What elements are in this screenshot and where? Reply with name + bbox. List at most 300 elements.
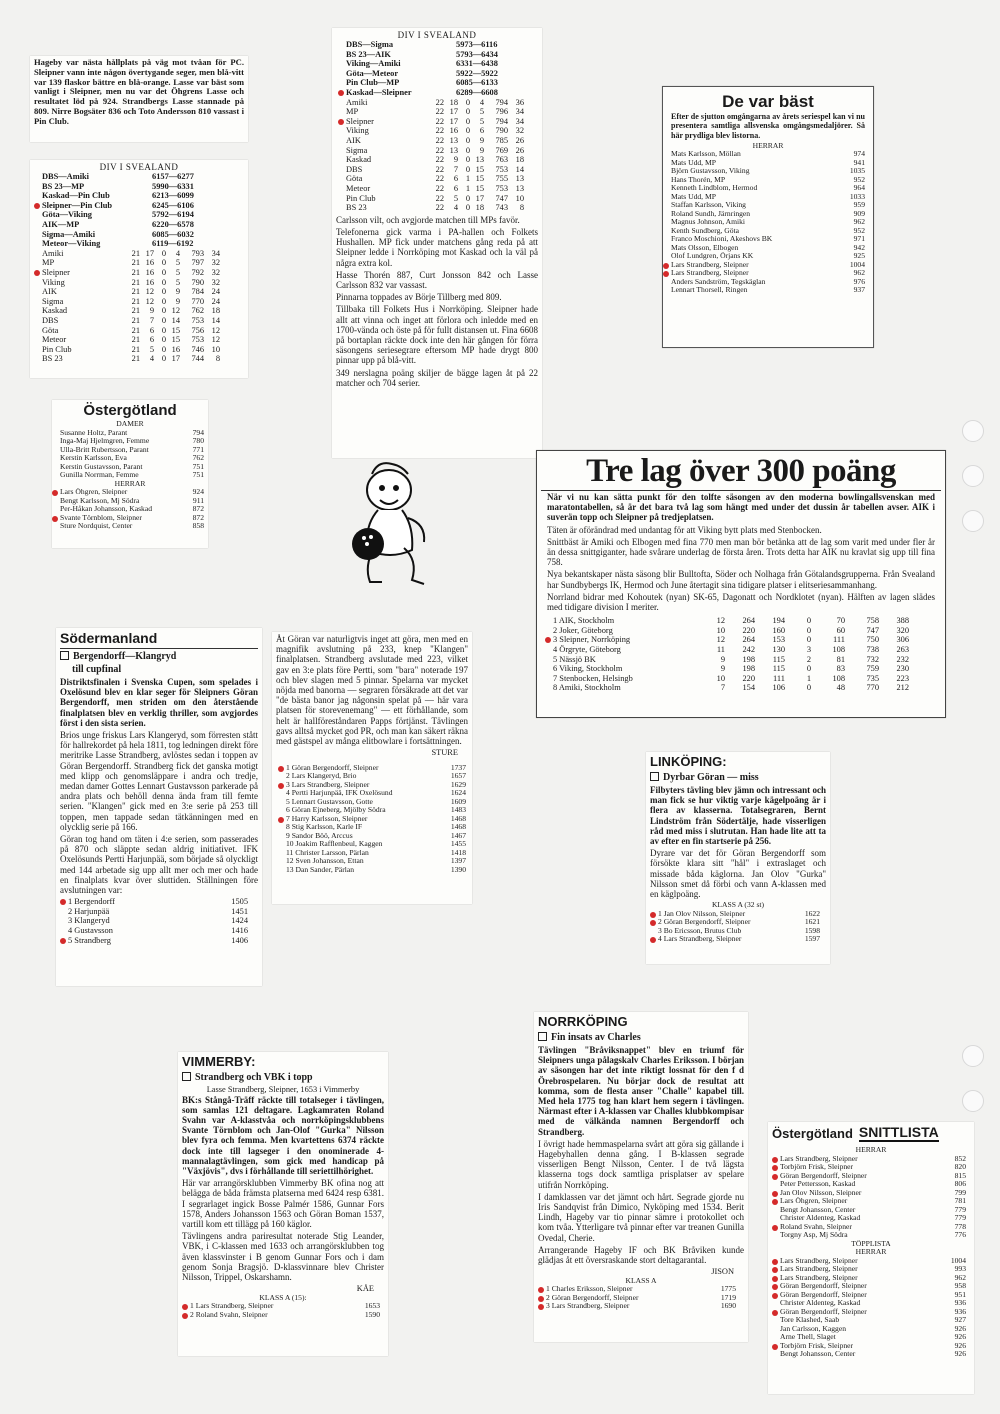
player-name: 2 Roland Svahn, Sleipner <box>190 1310 268 1319</box>
player-name: 12 Sven Johansson, Ettan <box>286 857 364 866</box>
list-item <box>671 244 865 253</box>
list-item <box>286 806 468 815</box>
table-cell: 264 <box>742 616 755 626</box>
article-text: Hageby var nästa hållplats på väg mot tvåan för PC. Sleipner vann inte någon övertygande seger, men blå-vitt var 139 flaskor bättre en blå-orange. Lasse var bäst som vanligt i Sleipner, men nu var det Öhgrens Lasse och resultatet löd på 924. Strandbergs Lasse stannade på 809. Nirre Bogsäter 836 och Toto Andersson 810 vassast i Pin Club. <box>34 57 244 126</box>
list-item <box>658 910 826 919</box>
article-lead: När vi nu kan sätta punkt för den tolfte säsongen av den moderna bowlingallsvenskan med maratontabellen, så är det bara två lag som hängt med under det dussin år tabellen avser. AIK i suverän topp och Sleipner på tredjeplatsen. <box>547 492 935 523</box>
player-score: 941 <box>853 158 865 167</box>
player-score: 1609 <box>450 797 466 806</box>
ranking-list <box>667 150 869 295</box>
player-score: 1622 <box>804 909 820 918</box>
binder-hole <box>962 1045 984 1067</box>
table-cell: 21 <box>131 277 140 287</box>
paragraph: Carlsson vilt, och avgjorde matchen till MPs favör. <box>336 214 520 225</box>
table-cell: 13 <box>449 135 458 145</box>
player-score: 771 <box>192 445 204 454</box>
table-cell: 194 <box>772 616 785 626</box>
section-label: HERRAR <box>855 1247 887 1256</box>
match-teams: Göta—Viking <box>42 210 92 220</box>
table-cell: 130 <box>772 645 785 655</box>
article-headline: De var bäst <box>722 92 814 111</box>
match-row <box>42 201 244 211</box>
marker-dot-icon <box>772 1284 778 1290</box>
table-cell: 1 <box>465 183 470 193</box>
table-cell: 769 <box>495 145 508 155</box>
table-cell: 5 <box>479 116 484 126</box>
match-row <box>42 210 244 220</box>
table-cell: 9 <box>720 654 725 664</box>
player-name: Torbjörn Frisk, Sleipner <box>780 1341 854 1350</box>
player-score: 1598 <box>804 926 820 935</box>
table-cell: 753 <box>495 183 508 193</box>
player-name: 9 Sandor Böö, Arccus <box>286 831 353 840</box>
player-score: 962 <box>853 218 865 227</box>
player-score: 1033 <box>849 192 865 201</box>
table-cell: 14 <box>211 315 220 325</box>
article-body <box>60 730 258 895</box>
table-cell: 34 <box>515 107 524 117</box>
table-cell: 21 <box>131 306 140 316</box>
marker-dot-icon <box>278 817 284 823</box>
match-row <box>42 220 244 230</box>
article-lead: Tävlingen "Bråviksnappet" blev en triumf för Sleipners unga pålagskalv Charles Eriksson. I början av säsongen har det inte riktigt lossnat för den f d Örebrospelaren. Nu börjar dock de resultat att komma, som de flesta anser "Challe" kapabel till. Med hela 1775 tog han klart hem segern i tävlingen. Närmast efter i A-klassen var Challes klubbkompisar med de välkända namnen Bergendorff och Strandberg. <box>538 1045 744 1137</box>
table-cell: 21 <box>131 354 140 364</box>
table-cell: 21 <box>131 335 140 345</box>
player-name: 5 Strandberg <box>68 935 111 945</box>
player-score: 1719 <box>720 1293 736 1302</box>
marker-dot-icon <box>772 1276 778 1282</box>
marker-dot-icon <box>663 263 669 269</box>
list-item <box>68 936 258 946</box>
table-cell: 11 <box>716 645 725 655</box>
list-item <box>780 1308 970 1317</box>
list-item <box>671 184 865 193</box>
player-name: 11 Christer Larsson, Pärlan <box>286 848 369 857</box>
match-row <box>346 88 538 98</box>
list-item <box>286 823 468 832</box>
article-signature: STURE <box>431 748 458 758</box>
table-cell: 10 <box>515 193 524 203</box>
marker-dot-icon <box>34 270 40 276</box>
table-cell: 14 <box>171 315 180 325</box>
player-name: 1 Jan Olov Nilsson, Sleipner <box>658 909 746 918</box>
player-score: 936 <box>954 1299 966 1307</box>
player-name: Bengt Johansson, Center <box>780 1350 856 1358</box>
match-teams: Meteor—Viking <box>42 239 101 249</box>
list-item <box>60 446 204 455</box>
player-score: 852 <box>954 1154 966 1163</box>
table-cell: 17 <box>171 354 180 364</box>
table-cell: 15 <box>475 174 484 184</box>
table-cell: 17 <box>475 193 484 203</box>
player-name: Göran Bergendorff, Sleipner <box>780 1282 867 1290</box>
player-score: 1004 <box>950 1256 966 1265</box>
paragraph: 349 nerslagna poäng skiljer de bägge lagen åt på 22 matcher och 704 serier. <box>336 367 538 388</box>
list-item <box>546 1302 744 1311</box>
list-item <box>286 789 468 798</box>
list-item <box>60 429 204 438</box>
match-score: 6220—6578 <box>152 219 194 229</box>
team-name: Göta <box>42 325 59 335</box>
player-name: Peter Pettersson, Kaskad <box>780 1180 856 1188</box>
player-score: 927 <box>954 1316 966 1324</box>
player-score: 911 <box>192 496 204 505</box>
match-row <box>346 69 538 79</box>
player-name: Per-Håkan Johansson, Kaskad <box>60 505 153 513</box>
player-name: 2 Lars Klangeryd, Brio <box>286 772 357 781</box>
list-item <box>68 897 258 907</box>
table-row <box>346 194 538 204</box>
match-teams: Kaskad—Sleipner <box>346 87 412 97</box>
table-cell: 747 <box>495 193 508 203</box>
list-item <box>780 1206 970 1215</box>
checkbox-square-icon <box>182 1072 191 1081</box>
list-item <box>780 1257 970 1266</box>
list-item <box>671 218 865 227</box>
article-body <box>276 634 468 746</box>
section-label: TÖPPLISTA <box>851 1238 891 1248</box>
list-item <box>671 235 865 244</box>
player-score: 1624 <box>450 789 466 798</box>
list-item <box>286 857 468 866</box>
player-name: 2 Göran Bergendorff, Sleipner <box>658 918 751 927</box>
table-cell: 753 <box>495 164 508 174</box>
player-score: 806 <box>954 1180 966 1188</box>
clipping-tre-lag-over-300 <box>536 450 946 718</box>
player-name: Torgny Asp, Mj Södra <box>780 1231 848 1239</box>
clipping-sodermanland <box>56 628 262 986</box>
table-cell: 15 <box>475 164 484 174</box>
match-row <box>42 239 244 249</box>
table-cell: 0 <box>465 97 470 107</box>
player-name: Göran Bergendorff, Sleipner <box>780 1290 867 1299</box>
table-cell: 1 <box>465 174 470 184</box>
table-cell: 758 <box>866 616 879 626</box>
table-cell: 6 <box>453 174 458 184</box>
table-cell: 784 <box>191 287 204 297</box>
article-headline: VIMMERBY: <box>182 1054 256 1069</box>
standings-list <box>68 897 258 945</box>
list-item <box>671 167 865 176</box>
list-item <box>68 926 258 936</box>
match-row <box>346 59 538 69</box>
table-row <box>346 117 538 127</box>
player-score: 1629 <box>450 780 466 789</box>
player-name: Olof Lundgren, Örjans KK <box>671 252 754 261</box>
player-score: 872 <box>192 505 204 513</box>
table-row <box>553 645 935 655</box>
list-item <box>286 849 468 858</box>
team-name: Kaskad <box>42 306 68 316</box>
list-item <box>780 1291 970 1300</box>
table-row <box>346 155 538 165</box>
marker-dot-icon <box>772 1225 778 1231</box>
table-cell: 0 <box>465 193 470 203</box>
player-name: 3 Klangeryd <box>68 916 110 926</box>
table-cell: 3 <box>806 645 811 655</box>
table-cell: 21 <box>131 344 140 354</box>
player-score: 959 <box>853 201 865 210</box>
list-item <box>780 1214 970 1223</box>
clipping-div1-svealand-round22 <box>332 28 542 458</box>
table-cell: 738 <box>866 645 879 655</box>
player-score: 762 <box>192 454 204 462</box>
player-score: 974 <box>853 150 865 159</box>
table-cell: 16 <box>145 277 154 287</box>
list-item <box>671 286 865 295</box>
team-name: Pin Club <box>346 193 376 203</box>
table-cell: 18 <box>449 97 458 107</box>
list-item <box>780 1325 970 1334</box>
table-cell: 6 <box>149 335 154 345</box>
table-cell: 12 <box>211 325 220 335</box>
player-name: Franco Moschioni, Akeshovs BK <box>671 235 773 244</box>
team-name: Sigma <box>42 296 64 306</box>
list-item <box>60 488 204 497</box>
article-subheadline: Dyrbar Göran — miss <box>663 772 759 783</box>
table-title: DIV I SVEALAND <box>99 162 179 172</box>
player-score: 942 <box>853 243 865 252</box>
list-item <box>60 454 204 463</box>
marker-dot-icon <box>772 1259 778 1265</box>
list-item <box>780 1350 970 1359</box>
player-name: 3 Bo Ericsson, Brutus Club <box>658 926 742 935</box>
table-cell: 24 <box>211 287 220 297</box>
table-row <box>42 297 244 307</box>
table-cell: 0 <box>806 683 811 693</box>
list-item <box>780 1223 970 1232</box>
table-cell: 15 <box>171 335 180 345</box>
section-label: HERRAR <box>114 478 146 488</box>
match-score: 6119—6192 <box>152 239 194 249</box>
league-table <box>346 98 538 213</box>
table-cell: 793 <box>191 248 204 258</box>
match-row <box>346 50 538 60</box>
player-name: 4 Gustavsson <box>68 926 113 936</box>
article-lead: Filbyters tävling blev jämn och intressant och man fick se hur viktig varje kägelpoäng är i flera av klasserna. Totalsegraren, Bernt Lindström från Södertälje, hade visserligen råd med miss i slutrutan. Han hade lite att ta av efter en fin startserie på 256. <box>650 785 826 847</box>
list-item <box>780 1282 970 1291</box>
table-cell: 5 <box>453 193 458 203</box>
team-name: 3 Sleipner, Norrköping <box>553 635 631 645</box>
table-cell: 111 <box>833 635 845 645</box>
table-cell: 9 <box>149 306 154 316</box>
table-cell: 32 <box>211 258 220 268</box>
table-cell: 1 <box>806 673 811 683</box>
marker-dot-icon <box>338 119 344 125</box>
table-cell: 60 <box>836 625 845 635</box>
player-score: 964 <box>853 184 865 193</box>
match-score: 6085—6133 <box>456 78 498 88</box>
table-cell: 753 <box>191 335 204 345</box>
article-headline: NORRKÖPING <box>538 1014 628 1029</box>
player-score: 952 <box>853 175 865 184</box>
table-cell: 21 <box>131 248 140 258</box>
table-cell: 32 <box>211 267 220 277</box>
player-score: 799 <box>954 1188 966 1197</box>
table-cell: 223 <box>896 673 909 683</box>
player-score: 924 <box>192 488 204 496</box>
table-row <box>346 174 538 184</box>
player-name: 2 Göran Bergendorff, Sleipner <box>546 1293 639 1302</box>
table-cell: 770 <box>866 683 879 693</box>
section-label: HERRAR <box>855 1145 887 1154</box>
table-cell: 735 <box>866 673 879 683</box>
player-name: Jan Olov Nilsson, Sleipner <box>780 1188 862 1197</box>
player-name: 10 Joakim Rafflenbeul, Kaggen <box>286 840 383 849</box>
table-cell: 106 <box>772 683 785 693</box>
table-cell: 22 <box>435 145 444 155</box>
match-teams: BS 23—AIK <box>346 49 391 59</box>
table-cell: 16 <box>449 126 458 136</box>
player-score: 909 <box>853 209 865 218</box>
player-name: Lars Strandberg, Sleipner <box>780 1154 858 1163</box>
table-cell: 70 <box>836 616 845 626</box>
table-cell: 7 <box>453 164 458 174</box>
table-cell: 12 <box>145 287 154 297</box>
list-item <box>780 1316 970 1325</box>
table-cell: 21 <box>131 267 140 277</box>
paragraph: Hasse Thorén 887, Curt Jonsson 842 och Lasse Carlsson 832 var vassast. <box>336 269 538 290</box>
table-row <box>42 268 244 278</box>
article-subheadline: Bergendorff—Klangryd <box>73 651 177 662</box>
team-name: 8 Amiki, Stockholm <box>553 683 621 693</box>
list-item <box>671 159 865 168</box>
player-score: 1653 <box>364 1302 380 1311</box>
player-name: Lars Strandberg, Sleipner <box>671 269 749 278</box>
player-score: 951 <box>954 1290 966 1299</box>
table-cell: 9 <box>453 155 458 165</box>
player-name: Göran Bergendorff, Sleipner <box>780 1171 867 1180</box>
player-score: 820 <box>954 1163 966 1171</box>
list-item <box>60 514 204 523</box>
player-score: 925 <box>853 252 865 261</box>
player-score: 952 <box>853 226 865 235</box>
table-cell: 756 <box>191 325 204 335</box>
team-name: 5 Nässjö BK <box>553 654 596 664</box>
article-body: Dyrare var det för Göran Bergendorff som försökte klara sitt "hål" i extraslaget och missade båda käglorna. Jan Olov "Gurka" Nilsson smet då förbi och vann A-klassen med en käglpoäng. <box>650 848 826 900</box>
paragraph: Brios unge friskus Lars Klangeryd, som förresten stått för hallrekordet på hela 1811, tog ledningen direkt före meritrike Lasse Strandberg, avlöstes sedan i toppen av Göran Bergendorff. Strandberg fick det ganska motigt med klipp och genomsläppare i andra och tredje, medan damer Gottes Lennart Gustavsson parkerade på andra plats och behöll denna ända fram till femte serien. "Klangen" gick med en 3:e serie på 253 till toppen, men tappade sedan tätkänningen med en olycklig serie på 166. <box>60 730 258 832</box>
list-item <box>286 815 468 824</box>
player-name: Mats Udd, MP <box>671 192 716 201</box>
table-cell: 0 <box>465 107 470 117</box>
table-cell: 750 <box>866 635 879 645</box>
herrar-list <box>60 488 204 531</box>
table-cell: 22 <box>435 203 444 213</box>
table-row <box>42 287 244 297</box>
match-teams: AIK—MP <box>42 219 80 229</box>
table-cell: 0 <box>806 616 811 626</box>
table-cell: 115 <box>772 664 785 674</box>
table-cell: 24 <box>211 296 220 306</box>
table-row <box>553 674 935 684</box>
marker-dot-icon <box>338 90 344 96</box>
team-name: Göta <box>346 174 363 184</box>
player-name: 1 Göran Bergendorff, Sleipner <box>286 763 379 772</box>
player-name: 4 Pertti Harjunpää, IFK Oxelösund <box>286 789 393 798</box>
table-cell: 34 <box>515 116 524 126</box>
table-cell: 16 <box>171 344 180 354</box>
player-name: Susanne Holtz, Parant <box>60 428 128 437</box>
table-cell: 6 <box>453 183 458 193</box>
list-item <box>671 176 865 185</box>
player-score: 1004 <box>849 260 865 269</box>
table-cell: 0 <box>465 116 470 126</box>
list-item <box>671 193 865 202</box>
table-cell: 2 <box>806 654 811 664</box>
table-cell: 32 <box>515 126 524 136</box>
binder-hole <box>962 465 984 487</box>
table-cell: 12 <box>145 296 154 306</box>
match-score: 5792—6194 <box>152 210 194 220</box>
clipping-hageby <box>30 56 248 142</box>
list-item <box>60 437 204 446</box>
player-score: 958 <box>954 1282 966 1290</box>
paragraph: Tillbaka till Folkets Hus i Norrköping. Sleipner hade allt att vinna och inget att förlora och inledde med en 1700-vända och öste på för fullt distansen ut. Fina 6608 på bortaplan räckte dock inte den här gången för förra säsongens seriesegrare eftersom MP hade drygt 800 pinnar upp på blå-vitt. <box>336 304 538 366</box>
table-cell: 763 <box>495 155 508 165</box>
player-score: 971 <box>853 235 865 244</box>
marker-dot-icon <box>278 783 284 789</box>
table-row <box>42 316 244 326</box>
list-item <box>286 781 468 790</box>
player-score: 1597 <box>804 935 820 944</box>
table-cell: 4 <box>453 203 458 213</box>
clipping-ostergotland <box>52 400 208 548</box>
table-cell: 0 <box>161 296 166 306</box>
marker-dot-icon <box>772 1165 778 1171</box>
list-item <box>60 497 204 506</box>
player-name: Jan Carlsson, Kaggen <box>780 1324 847 1333</box>
article-signature: KÅE <box>356 1284 374 1294</box>
player-name: Mats Udd, MP <box>671 158 716 167</box>
table-cell: 18 <box>515 155 524 165</box>
list-item <box>671 227 865 236</box>
table-cell: 0 <box>161 335 166 345</box>
table-cell: 753 <box>191 315 204 325</box>
player-name: Tore Klashed, Saab <box>780 1316 840 1324</box>
player-score: 1467 <box>450 831 466 840</box>
table-cell: 797 <box>191 258 204 268</box>
team-name: Pin Club <box>42 344 72 354</box>
list-item <box>780 1197 970 1206</box>
player-name: Magnus Johnson, Amiki <box>671 218 746 227</box>
table-cell: 22 <box>435 193 444 203</box>
player-score: 926 <box>954 1341 966 1350</box>
table-row <box>42 258 244 268</box>
player-score: 1035 <box>849 167 865 176</box>
table-row <box>553 664 935 674</box>
player-score: 926 <box>954 1324 966 1333</box>
table-cell: 4 <box>479 97 484 107</box>
table-title: DIV I SVEALAND <box>397 30 477 40</box>
table-cell: 153 <box>772 635 785 645</box>
list-item <box>780 1274 970 1283</box>
table-cell: 747 <box>866 625 879 635</box>
table-cell: 0 <box>161 287 166 297</box>
results-list <box>658 910 826 944</box>
table-cell: 794 <box>495 97 508 107</box>
paragraph: Pinnarna toppades av Börje Tillberg med 809. <box>336 292 502 303</box>
class-label: KLASS A (15): <box>259 1292 307 1302</box>
table-row <box>346 107 538 117</box>
player-score: 781 <box>954 1197 966 1205</box>
player-name: Roland Sundh, Järnringen <box>671 209 751 218</box>
player-score: 1590 <box>364 1310 380 1319</box>
results-list <box>546 1285 744 1311</box>
clipping-de-var-bast <box>662 86 874 348</box>
team-name: Meteor <box>42 335 67 345</box>
table-cell: 732 <box>866 654 879 664</box>
marker-dot-icon <box>650 912 656 918</box>
